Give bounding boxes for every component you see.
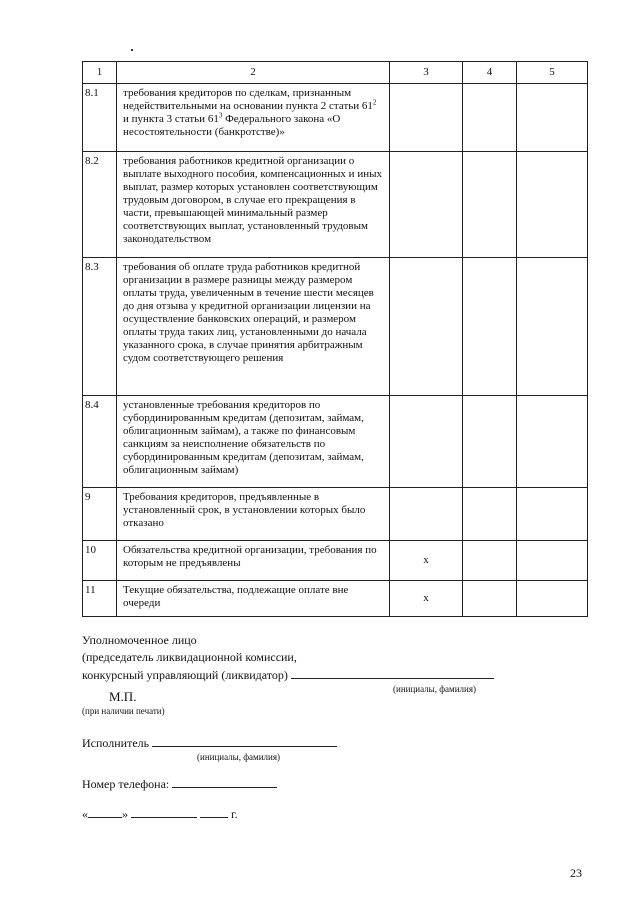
liquidator-signature-field [291, 667, 494, 679]
header-col-3: 3 [390, 62, 463, 84]
page-number: 23 [570, 866, 582, 880]
table-row [83, 152, 588, 258]
phone-field [172, 776, 277, 788]
row-col-4 [463, 488, 517, 541]
executor-caption: (инициалы, фамилия) [197, 752, 280, 762]
authorized-person-label: Уполномоченное лицо [82, 633, 197, 647]
row-number: 8.3 [83, 258, 117, 396]
phone-line: Номер телефона: [82, 776, 277, 792]
row-number: 9 [83, 488, 117, 541]
header-col-1: 1 [83, 62, 117, 84]
row-col-3 [390, 152, 463, 258]
row-col-4 [463, 84, 517, 152]
table-header-row [83, 62, 588, 84]
row-col-3 [390, 488, 463, 541]
table-row [83, 488, 588, 541]
claims-table [82, 61, 588, 617]
row-col-3: х [390, 581, 463, 617]
row-description: требования кредиторов по сделкам, признанным недействительными на основании пункта 2 статьи $61^2$ и пункта 3 статьи $61^3$ Федерального закона «О несостоятельности (банкротстве)» [117, 84, 390, 152]
authorized-person-role: (председатель ликвидационной комиссии, [82, 650, 297, 664]
date-line: « » г. [82, 807, 238, 821]
row-number: 8.4 [83, 396, 117, 488]
row-number: 11 [83, 581, 117, 617]
header-col-4: 4 [463, 62, 517, 84]
row-col-4 [463, 258, 517, 396]
table-row [83, 258, 588, 396]
row-col-4 [463, 541, 517, 581]
row-col-4 [463, 396, 517, 488]
liquidator-line: конкурсный управляющий (ликвидатор) [82, 667, 494, 683]
liquidator-caption: (инициалы, фамилия) [393, 684, 476, 694]
row-col-4 [463, 581, 517, 617]
row-col-3 [390, 396, 463, 488]
row-col-4 [463, 152, 517, 258]
row-col-3 [390, 258, 463, 396]
date-year-field [200, 806, 228, 818]
stamp-label: М.П. [109, 689, 137, 704]
row-number: 8.2 [83, 152, 117, 258]
header-col-2: 2 [117, 62, 390, 84]
table-row [83, 396, 588, 488]
row-col-5 [517, 258, 588, 396]
stamp-note: (при наличии печати) [82, 706, 165, 716]
row-col-5 [517, 581, 588, 617]
row-col-5 [517, 396, 588, 488]
row-number: 8.1 [83, 84, 117, 152]
row-number: 10 [83, 541, 117, 581]
row-description: Текущие обязательства, подлежащие оплате вне очереди [117, 581, 390, 617]
row-col-5 [517, 488, 588, 541]
header-col-5: 5 [517, 62, 588, 84]
row-col-3: х [390, 541, 463, 581]
row-col-5 [517, 152, 588, 258]
row-description: требования об оплате труда работников кредитной организации в размере разницы между размером оплаты труда, увеличенным в течение шести месяцев до дня отзыва у кредитной организации лицензии на осуществление банковских операций, и размером оплаты труда таких лиц, установленными до начала указанного срока, в случае принятия арбитражным судом соответствующего решения [117, 258, 390, 396]
row-col-5 [517, 84, 588, 152]
row-description: установленные требования кредиторов по субординированным кредитам (депозитам, займам, облигационным займам), а также по финансовым санкциям за неисполнение обязательств по субординированным кредитам (депозитам, займам, облигационным займам) [117, 396, 390, 488]
row-col-5 [517, 541, 588, 581]
row-description: требования работников кредитной организации о выплате выходного пособия, компенсационных и иных выплат, размер которых установлен соответствующим трудовым договором, в случае его прекращения в части, превышающей минимальный размер соответствующих выплат, установленный трудовым законодательством [117, 152, 390, 258]
executor-line: Исполнитель [82, 735, 337, 751]
table-row [83, 541, 588, 581]
row-description: Обязательства кредитной организации, требования по которым не предъявлены [117, 541, 390, 581]
executor-signature-field [152, 735, 337, 747]
stray-dot [131, 49, 133, 51]
table-row [83, 84, 588, 152]
row-description: Требования кредиторов, предъявленные в установленный срок, в установлении которых было отказано [117, 488, 390, 541]
row-col-3 [390, 84, 463, 152]
date-month-field [131, 806, 197, 818]
table-row [83, 581, 588, 617]
date-day-field [88, 806, 122, 818]
